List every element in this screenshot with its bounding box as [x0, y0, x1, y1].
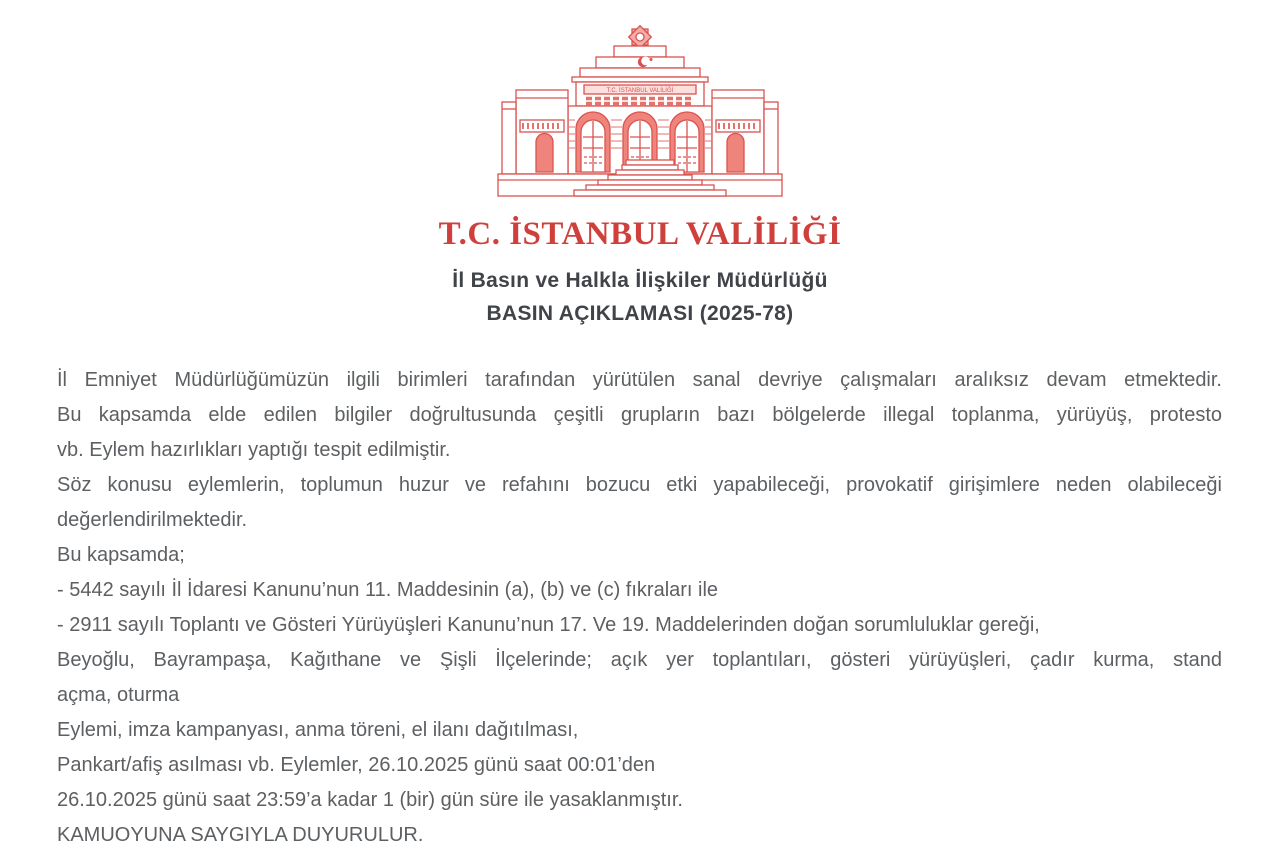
body-line: Bu kapsamda elde edilen bilgiler doğrultusunda çeşitli grupların bazı bölgelerde illegal toplanma, yürüyüş, protesto — [57, 404, 1222, 426]
body-line: Söz konusu eylemlerin, toplumun huzur ve refahını bozucu etki yapabileceği, provokatif girişimlere neden olabileceği — [57, 474, 1222, 496]
document-header — [0, 0, 1280, 326]
body-line: Beyoğlu, Bayrampaşa, Kağıthane ve Şişli İlçelerinde; açık yer toplantıları, gösteri yürüyüşleri, çadır kurma, stand — [57, 649, 1222, 671]
body-line: KAMUOYUNA SAYGIYLA DUYURULUR. — [57, 824, 424, 846]
press-release-number: BASIN AÇIKLAMASI (2025-78) — [486, 302, 794, 325]
body-line: İl Emniyet Müdürlüğümüzün ilgili birimleri tarafından yürütülen sanal devriye çalışmaları aralıksız devam etmektedir. — [57, 369, 1222, 391]
plaque-text: T.C. İSTANBUL VALİLİĞİ — [606, 88, 674, 94]
governorship-logo — [480, 24, 800, 210]
department-subtitle: İl Basın ve Halkla İlişkiler Müdürlüğü — [452, 269, 828, 292]
body-line: - 2911 sayılı Toplantı ve Gösteri Yürüyüşleri Kanunu’nun 17. Ve 19. Maddelerinden doğan sorumluluklar gereği, — [57, 614, 1040, 636]
entablature — [576, 82, 704, 106]
building-emblem-icon — [480, 24, 800, 210]
body-line: değerlendirilmektedir. — [57, 509, 248, 531]
body-line: Eylemi, imza kampanyası, anma töreni, el ilanı dağıtılması, — [57, 719, 579, 741]
body-line: 26.10.2025 günü saat 23:59’a kadar 1 (bir) gün süre ile yasaklanmıştır. — [57, 789, 683, 811]
press-release-body — [0, 363, 1280, 853]
body-line: açma, oturma — [57, 684, 180, 706]
right-wing — [712, 90, 764, 174]
body-line: vb. Eylem hazırlıkları yaptığı tespit edilmiştir. — [57, 439, 451, 461]
page-title: T.C. İSTANBUL VALİLİĞİ — [438, 216, 842, 252]
body-line: Bu kapsamda; — [57, 544, 185, 566]
body-line: Pankart/afiş asılması vb. Eylemler, 26.10.2025 günü saat 00:01’den — [57, 754, 656, 776]
body-line: - 5442 sayılı İl İdaresi Kanunu’nun 11. Maddesinin (a), (b) ve (c) fıkraları ile — [57, 579, 719, 601]
left-wing — [516, 90, 568, 174]
star-ornament-icon — [629, 26, 652, 49]
